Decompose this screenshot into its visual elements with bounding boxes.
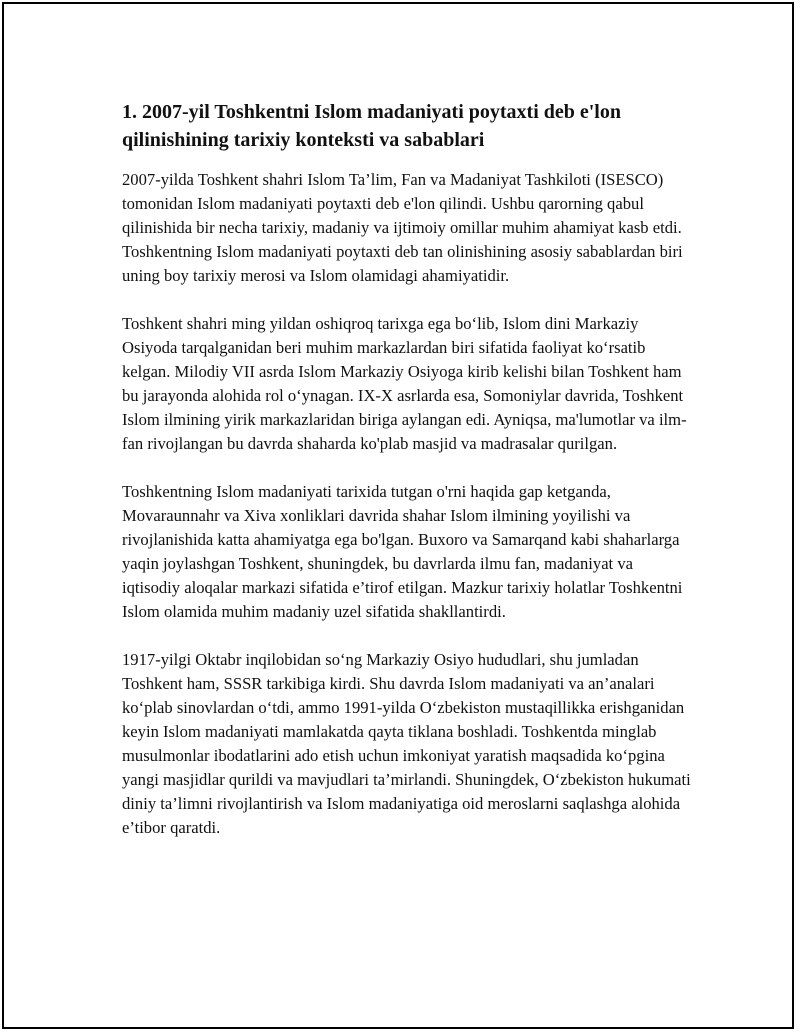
paragraph-1: 2007-yilda Toshkent shahri Islom Ta’lim, Fan va Madaniyat Tashkiloti (ISESCO) tomonidan Islom madaniyati poytaxti deb e'lon qilindi. Ushbu qarorning qabul qilinishida bir necha tarixiy, madaniy va ijtimoiy omillar muhim ahamiyat kasb etdi. Toshkentning Islom madaniyati poytaxti deb tan olinishining asosiy sabablardan biri uning boy tarixiy merosi va Islom olamidagi ahamiyatidir. [122, 170, 683, 285]
document-body [122, 98, 694, 864]
paragraph-2: Toshkent shahri ming yildan oshiqroq tarixga ega bo‘lib, Islom dini Markaziy Osiyoda tarqalganidan beri muhim markazlardan biri sifatida faoliyat ko‘rsatib kelgan. Milodiy VII asrda Islom Markaziy Osiyoga kirib kelishi bilan Toshkent ham bu jarayonda alohida rol o‘ynagan. IX-X asrlarda esa, Somoniylar davrida, Toshkent Islom ilmining yirik markazlaridan biriga aylangan edi. Ayniqsa, ma'lumotlar va ilm-fan rivojlangan bu davrda shaharda ko'plab masjid va madrasalar qurilgan. [122, 314, 687, 453]
paragraph-4: 1917-yilgi Oktabr inqilobidan so‘ng Markaziy Osiyo hududlari, shu jumladan Toshkent ham, SSSR tarkibiga kirdi. Shu davrda Islom madaniyati va an’analari ko‘plab sinovlardan o‘tdi, ammo 1991-yilda O‘zbekiston mustaqillikka erishganidan keyin Islom madaniyati mamlakatda qayta tiklana boshladi. Toshkentda minglab musulmonlar ibodatlarini ado etish uchun imkoniyat yaratish maqsadida ko‘pgina yangi masjidlar qurildi va mavjudlari ta’mirlandi. Shuningdek, O‘zbekiston hukumati diniy ta’limni rivojlantirish va Islom madaniyatiga oid meroslarni saqlashga alohida e’tibor qaratdi. [122, 650, 691, 837]
page-frame [2, 2, 794, 1029]
section-heading: 1. 2007-yil Toshkentni Islom madaniyati poytaxti deb e'lon qilinishining tarixiy konteksti va sabablari [122, 101, 621, 151]
paragraph-3: Toshkentning Islom madaniyati tarixida tutgan o'rni haqida gap ketganda, Movaraunnahr va Xiva xonliklari davrida shahar Islom ilmining yoyilishi va rivojlanishida katta ahamiyatga ega bo'lgan. Buxoro va Samarqand kabi shaharlarga yaqin joylashgan Toshkent, shuningdek, bu davrlarda ilmu fan, madaniyat va iqtisodiy aloqalar markazi sifatida e’tirof etilgan. Mazkur tarixiy holatlar Toshkentni Islom olamida muhim madaniy uzel sifatida shakllantirdi. [122, 482, 683, 621]
